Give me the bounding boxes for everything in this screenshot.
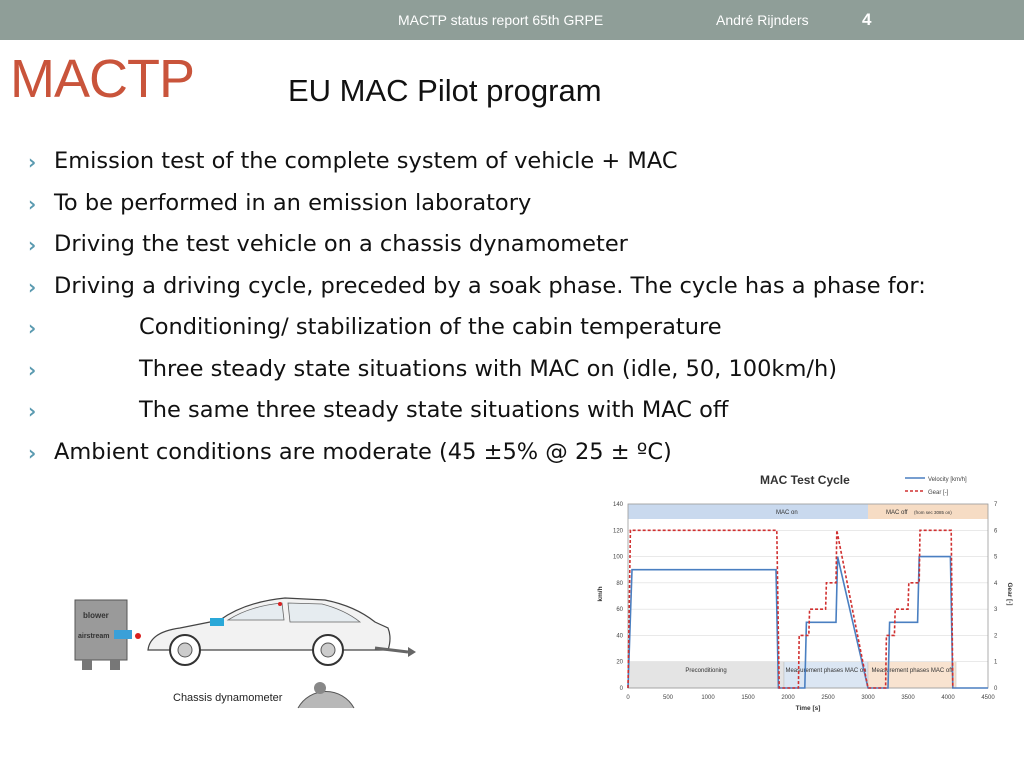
chevron-right-icon: › [28,357,37,382]
bullet-text: Driving a driving cycle, preceded by a soak phase. The cycle has a phase for: [54,272,926,299]
y-tick-label: 20 [616,659,623,666]
dyno-roller [298,691,354,708]
plot-frame [628,504,988,688]
x-tick-label: 4000 [941,695,955,701]
y2-tick-label: 6 [994,528,998,535]
x-tick-label: 4500 [981,695,995,701]
y2-tick-label: 5 [994,554,998,561]
x-tick-label: 1500 [741,695,755,701]
chevron-right-icon: › [28,440,37,465]
exhaust-arrow [375,648,408,652]
x-axis-label: Time [s] [795,705,821,712]
rear-hub [321,643,335,657]
y2-tick-label: 0 [994,686,998,692]
chevron-right-icon: › [28,274,37,299]
y-axis-label: km/h [597,586,604,602]
x-tick-label: 2000 [781,695,795,701]
y-tick-label: 80 [616,580,623,587]
exhaust-arrow-head [408,647,416,657]
bullet-text: Ambient conditions are moderate (45 ±5% @ 25 ± ºC) [54,438,672,465]
chevron-right-icon: › [28,399,37,423]
y2-tick-label: 2 [994,633,998,640]
cabin-point [278,602,282,606]
y2-tick-label: 4 [994,580,998,587]
chart-svg [580,464,1013,714]
bottom-band-label: Measurement phases MAC off [871,668,953,675]
page-number: 4 [862,10,872,29]
x-tick-label: 0 [626,695,630,701]
y-tick-label: 140 [612,502,623,508]
bullet-text: Driving the test vehicle on a chassis dynamometer [54,231,628,257]
top-band-label: MAC off [886,510,908,516]
bullet-text: Conditioning/ stabilization of the cabin temperature [139,314,722,340]
slide-subtitle: EU MAC Pilot program [288,73,602,108]
bullet-text: The same three steady state situations with MAC off [139,397,729,423]
y-tick-label: 100 [612,554,623,561]
x-tick-label: 3500 [901,695,915,701]
bullet-text: Emission test of the complete system of vehicle + MAC [54,148,678,174]
front-hub [178,643,192,657]
bottom-band [628,662,784,688]
car-dyno-svg [70,580,420,708]
dyno-caption: Chassis dynamometer [173,692,283,704]
top-band-label: MAC on [776,510,798,516]
blower-foot-left [82,660,92,670]
x-tick-label: 500 [662,695,674,701]
y-tick-label: 40 [616,633,623,640]
car-dyno-illustration [70,580,420,708]
mac-test-cycle-chart [580,464,1013,714]
x-tick-label: 1000 [701,695,715,701]
chevron-right-icon: › [28,233,37,257]
y-tick-label: 120 [612,528,623,535]
chart-title: MAC Test Cycle [760,473,850,487]
bottom-band-label: Measurement phases MAC on [785,668,867,675]
blower-label: blower [83,611,109,620]
bottom-band [868,662,956,688]
airstream-marker [135,633,141,639]
y2-tick-label: 7 [994,502,998,508]
top-band-note: (from sec 3085 on) [914,510,952,515]
y2-axis-label: Gear [-] [1006,582,1013,606]
chevron-right-icon: › [28,191,37,216]
y-tick-label: 0 [619,686,623,692]
legend-label-velocity: Velocity [km/h] [928,477,967,483]
bullet-text: Three steady state situations with MAC on (idle, 50, 100km/h) [139,355,837,382]
dyno-hub [314,682,326,694]
chevron-right-icon: › [28,150,37,174]
y-tick-label: 60 [616,607,623,614]
header-bar [0,0,1024,40]
y2-tick-label: 3 [994,607,998,614]
bullet-text: To be performed in an emission laboratory [54,189,532,216]
brand-logo-text: MACTP [10,49,194,109]
top-band [628,504,868,519]
blower-foot-right [110,660,120,670]
bottom-band-label: Preconditioning [685,668,727,675]
x-tick-label: 3000 [861,695,875,701]
presentation-title: MACTP status report 65th GRPE [398,12,604,28]
airstream-label: airstream [78,633,110,640]
bottom-band [784,662,868,688]
cabin-sensor [210,618,224,626]
legend-label-gear: Gear [-] [928,490,949,496]
chevron-right-icon: › [28,316,37,340]
x-tick-label: 2500 [821,695,835,701]
author-name: André Rijnders [716,12,809,28]
y2-tick-label: 1 [994,659,998,666]
airstream-nozzle [114,630,132,639]
